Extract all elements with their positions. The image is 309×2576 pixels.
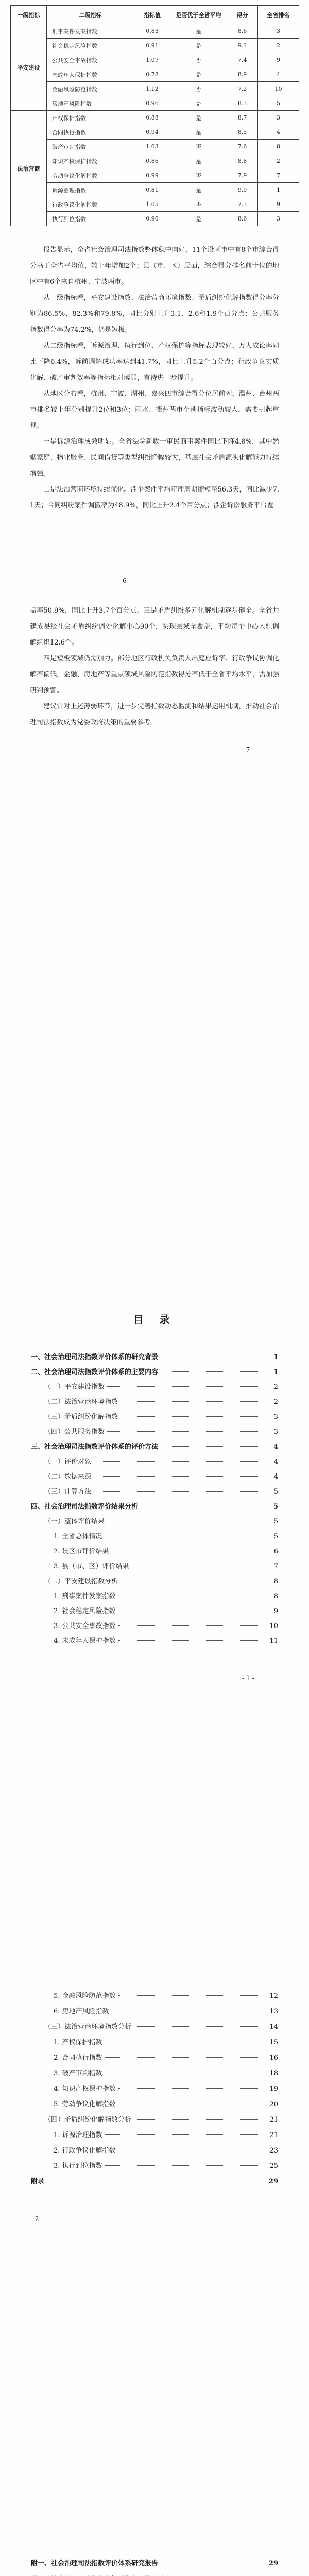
indicator-table	[10, 5, 299, 226]
toc-entry-title: 1. 产权保护指数	[54, 2039, 102, 2046]
table-cell: 2	[258, 39, 299, 53]
table-cell: 8.6	[227, 212, 258, 226]
toc-entry	[31, 2174, 278, 2190]
toc-page-2-list	[31, 1989, 278, 2190]
toc-entry-title: （三）矛盾纠纷化解指数	[44, 1413, 118, 1421]
table-header-cell: 是否优于全省平均	[170, 6, 227, 24]
table-cell: 0.90	[134, 212, 170, 226]
table-header-cell: 二级指标	[47, 6, 134, 24]
toc-dot-leader	[161, 1446, 266, 1447]
toc-page-3-list	[31, 2555, 278, 2576]
table-cell: 7.6	[227, 140, 258, 154]
table-cell: 0.99	[134, 168, 170, 183]
toc-entry-page: 25	[269, 2162, 278, 2170]
table-cell: 3	[258, 24, 299, 39]
table-cell: 社会稳定风险指数	[47, 39, 134, 53]
body-paragraph: 建议针对上述薄弱环节，进一步完善指数动态监测和结果运用机制，推动社会治理司法指数成为党委政府决策的重要参考。	[30, 703, 279, 726]
toc-entry	[31, 1395, 278, 1410]
toc-entry	[31, 2555, 278, 2572]
toc-entry	[31, 1380, 278, 1395]
toc-dot-leader	[118, 2088, 266, 2089]
table-header-cell: 全省排名	[258, 6, 299, 24]
table-cell: 0.81	[134, 183, 170, 197]
table-cell: 未成年人保护指数	[47, 67, 134, 82]
table-row	[11, 197, 299, 212]
table-cell: 5	[258, 96, 299, 111]
toc-entry	[31, 1529, 278, 1544]
toc-entry-page: 10	[269, 1622, 278, 1630]
body-paragraph: 盖率50.9%，同比上升3.7个百分点。三是矛盾纠纷多元化解机制逐步健全。全省共建成县级社会矛盾纠纷调处化解中心90个，实现县域全覆盖，平均每个中心入驻调解组织12.6个。	[30, 607, 279, 647]
toc-dot-leader	[94, 1491, 266, 1492]
table-cell: 是	[170, 212, 227, 226]
toc-entry-page: 21	[269, 2131, 278, 2139]
table-row	[11, 183, 299, 197]
toc-dot-leader	[121, 1401, 266, 1402]
toc-entry-title: 二、社会治理司法指数评价体系的主要内容	[31, 1368, 159, 1376]
body-paragraph: 一是诉源治理成效明显。全省法院新收一审民商事案件同比下降4.8%，其中婚姻家庭、物业服务、民间借贷等类型纠纷降幅较大，基层社会矛盾源头化解能力持续增强。	[30, 438, 279, 478]
toc-entry-title: 5. 劳动争议化解指数	[54, 2100, 116, 2108]
toc-entry-title: 三、社会治理司法指数评价体系的评价方法	[31, 1443, 159, 1451]
table-cell: 0.96	[134, 96, 170, 111]
table-cell: 1	[258, 183, 299, 197]
toc-entry	[31, 1454, 278, 1469]
toc-entry	[31, 2159, 278, 2174]
table-cell: 8.6	[227, 24, 258, 39]
table-cell: 是	[170, 183, 227, 197]
toc-dot-leader	[134, 2119, 266, 2120]
toc-dot-leader	[94, 1461, 266, 1462]
toc-entry-page: 3	[273, 1413, 278, 1421]
toc-entry	[31, 1469, 278, 1484]
toc-entry-title: 1. 诉源治理指数	[54, 2131, 102, 2139]
toc-entry-page: 4	[273, 1443, 278, 1451]
toc-entry-title: 2. 设区市评价结果	[54, 1548, 109, 1555]
table-header-cell: 一级指标	[11, 6, 47, 24]
toc-entry-page: 5	[273, 1518, 278, 1526]
table-row	[11, 82, 299, 96]
toc-entry-title: 1. 全省总体情况	[54, 1533, 102, 1540]
toc-entry	[31, 2004, 278, 2020]
toc-entry-page: 5	[273, 1503, 278, 1511]
page-number: - 7 -	[242, 746, 254, 753]
toc-dot-leader	[118, 1625, 266, 1626]
table-cell: 知识产权保护指数	[47, 154, 134, 168]
indicator-table-head	[11, 6, 299, 24]
toc-entry-page: 4	[273, 1473, 278, 1481]
table-row	[11, 39, 299, 53]
toc-entry-page: 13	[269, 2008, 278, 2015]
toc-entry	[31, 1514, 278, 1529]
toc-entry-title: 1. 刑事案件发案指数	[54, 1592, 116, 1600]
toc-entry-title: 4. 未成年人保护指数	[54, 1637, 116, 1645]
toc-entry-title: 2. 行政争议化解指数	[54, 2147, 116, 2155]
toc-entry	[31, 2572, 278, 2576]
table-cell: 3	[258, 111, 299, 125]
toc-dot-leader	[121, 1416, 266, 1417]
table-cell: 9.1	[227, 39, 258, 53]
table-cell: 7.9	[227, 168, 258, 183]
toc-entry-page: 2	[273, 1383, 278, 1391]
table-row	[11, 111, 299, 125]
toc-dot-leader	[105, 2057, 266, 2058]
toc-entry	[31, 2128, 278, 2143]
toc-entry-page: 11	[269, 1637, 278, 1645]
table-cell: 8.7	[227, 111, 258, 125]
table-cell: 7.2	[227, 82, 258, 96]
toc-entry-title: 四、社会治理司法指数评价结果分析	[31, 1503, 139, 1511]
toc-entry	[31, 1499, 278, 1514]
toc-entry-page: 9	[273, 1607, 278, 1615]
toc-entry-page: 23	[269, 2147, 278, 2155]
toc-entry-page: 29	[268, 2560, 278, 2567]
toc-entry-title: 4. 知识产权保护指数	[54, 2085, 116, 2093]
page-7-text	[30, 603, 279, 731]
toc-entry-title: 3. 执行到位指数	[54, 2162, 102, 2170]
table-cell: 是	[170, 125, 227, 140]
toc-dot-leader	[107, 1431, 266, 1432]
table-cell: 劳动争议化解指数	[47, 168, 134, 183]
table-cell: 1.07	[134, 53, 170, 67]
toc-entry-title: 6. 房地产风险指数	[54, 2008, 109, 2015]
toc-entry	[31, 2050, 278, 2066]
table-cell: 否	[170, 197, 227, 212]
table-cell: 0.86	[134, 154, 170, 168]
table-cell: 1.05	[134, 197, 170, 212]
indicator-table-header-row	[11, 6, 299, 24]
toc-entry	[31, 1989, 278, 2004]
table-cell: 是	[170, 154, 227, 168]
toc-entry-title: 2. 社会稳定风险指数	[54, 1607, 116, 1615]
toc-entry-page: 1	[273, 1353, 278, 1361]
table-cell: 3	[258, 212, 299, 226]
toc-entry	[31, 2035, 278, 2050]
toc-entry-page: 3	[273, 1428, 278, 1436]
table-cell: 1.03	[134, 140, 170, 154]
toc-entry-title: 3. 破产审判指数	[54, 2070, 102, 2077]
body-paragraph: 四是短板领域仍需加力。部分地区行政机关负责人出庭应诉率、行政争议协调化解率偏低，金融、房地产等重点领域风险防范指数得分率低于全省平均水平，需加强研判预警。	[30, 655, 279, 694]
table-cell: 0.83	[134, 24, 170, 39]
toc-entry-title: （一）整体评价结果	[44, 1518, 105, 1526]
toc-entry	[31, 1574, 278, 1589]
toc-entry-page: 5	[273, 1533, 278, 1540]
table-header-cell: 得分	[227, 6, 258, 24]
toc-entry-page: 7	[273, 1563, 278, 1570]
table-cell: 1.12	[134, 82, 170, 96]
table-cell: 刑事案件发案指数	[47, 24, 134, 39]
toc-dot-leader	[105, 2165, 266, 2166]
toc-entry	[31, 2020, 278, 2035]
table-cell: 公共安全事故指数	[47, 53, 134, 67]
table-cell: 诉源治理指数	[47, 183, 134, 197]
toc-entry-title: （一）评价对象	[44, 1458, 92, 1466]
table-cell: 2	[258, 154, 299, 168]
toc-entry	[31, 1484, 278, 1499]
toc-entry	[31, 1634, 278, 1649]
toc-entry-title: 3. 公共安全事故指数	[54, 1622, 116, 1630]
table-cell: 是	[170, 111, 227, 125]
toc-entry-page: 5	[273, 1488, 278, 1496]
toc-entry-title: 一、社会治理司法指数评价体系的研究背景	[31, 1353, 159, 1361]
table-cell: 8.5	[227, 125, 258, 140]
toc-entry	[31, 1544, 278, 1559]
table-cell: 4	[258, 67, 299, 82]
body-paragraph: 从地区分布看，杭州、宁波、湖州、嘉兴四市综合得分位居前列，温州、台州两市排名较上年分别提升2位和3位；丽水、衢州两市个别指标波动较大，需要引起重视。	[30, 390, 279, 430]
toc-entry	[31, 1619, 278, 1634]
table-cell: 行政争议化解指数	[47, 197, 134, 212]
toc-entry	[31, 2143, 278, 2159]
toc-entry-page: 20	[269, 2100, 278, 2108]
toc-entry	[31, 1425, 278, 1439]
toc-entry-title	[31, 2572, 165, 2576]
table-cell: 8.8	[227, 154, 258, 168]
table-cell: 9	[258, 53, 299, 67]
table-cell: 10	[258, 82, 299, 96]
toc-entry-title: （二）数据来源	[44, 1473, 92, 1481]
toc-entry-title: 5. 金融风险防范指数	[54, 1992, 116, 2000]
body-paragraph: 二是法治营商环境持续优化。涉企案件平均审理周期缩短至56.3天，同比减少7.1天；合同纠纷案件调撤率为48.9%，同比上升2.4个百分点；涉企诉讼服务平台覆	[30, 486, 279, 510]
table-cell: 0.88	[134, 111, 170, 125]
table-cell: 房地产风险指数	[47, 96, 134, 111]
toc-entry-page: 29	[268, 2178, 278, 2185]
table-cell: 否	[170, 168, 227, 183]
body-paragraph: 从二级指标看，诉源治理、执行到位、产权保护等指标表现较好，万人成讼率同比下降6.4%，诉前调解成功率达到41.7%，同比上升5.2个百分点；行政争议实质化解、破产审判效率等指标相对薄弱，有待进一步提升。	[30, 342, 279, 382]
table-group-cell: 平安建设	[11, 24, 47, 111]
table-cell: 是	[170, 39, 227, 53]
toc-entry	[31, 2112, 278, 2128]
toc-entry	[31, 1439, 278, 1454]
table-cell: 8.9	[227, 67, 258, 82]
table-row	[11, 212, 299, 226]
toc-entry-page: 14	[269, 2023, 278, 2031]
toc-page-1-list	[31, 1350, 278, 1649]
toc-entry-title: （二）法治营商环境指数	[44, 1398, 118, 1406]
table-cell: 是	[170, 24, 227, 39]
page-number: - 1 -	[242, 1674, 254, 1682]
toc-entry-page: 21	[269, 2116, 278, 2124]
toc-dot-leader	[107, 1386, 266, 1387]
table-group-cell: 法治营商	[11, 111, 47, 226]
toc-dot-leader	[118, 1995, 266, 1996]
toc-entry-title: 3. 县（市、区）评价结果	[54, 1563, 129, 1570]
toc-dot-leader	[94, 1476, 266, 1477]
toc-entry-title: 附录	[31, 2178, 45, 2185]
table-cell: 0.78	[134, 67, 170, 82]
toc-entry	[31, 1559, 278, 1574]
toc-entry-title: （三）计算方法	[44, 1488, 92, 1496]
table-row	[11, 96, 299, 111]
toc-entry	[31, 1604, 278, 1619]
table-row	[11, 53, 299, 67]
toc-entry-page: 2	[273, 1398, 278, 1406]
table-cell: 4	[258, 125, 299, 140]
table-cell: 否	[170, 140, 227, 154]
table-cell: 金融风险防范指数	[47, 82, 134, 96]
table-cell: 7.4	[227, 53, 258, 67]
page-number: - 2 -	[31, 2215, 43, 2223]
table-cell: 是	[170, 96, 227, 111]
table-cell: 8.3	[227, 96, 258, 111]
table-cell: 否	[170, 53, 227, 67]
toc-entry	[31, 1350, 278, 1365]
table-cell: 破产审判指数	[47, 140, 134, 154]
table-cell: 合同执行指数	[47, 125, 134, 140]
table-cell: 0.94	[134, 125, 170, 140]
toc-entry-page: 18	[269, 2070, 278, 2077]
toc-entry-page: 16	[269, 2054, 278, 2062]
indicator-table-body	[11, 24, 299, 226]
table-cell: 9.0	[227, 183, 258, 197]
toc-entry	[31, 2066, 278, 2081]
toc-entry-title: （一）平安建设指数	[44, 1383, 105, 1391]
table-row	[11, 168, 299, 183]
table-row	[11, 24, 299, 39]
toc-dot-leader	[118, 1640, 266, 1641]
toc-entry	[31, 1365, 278, 1380]
toc-entry-title: （四）公共服务指数	[44, 1428, 105, 1436]
toc-entry-title: （四）矛盾纠纷化解指数分析	[44, 2116, 132, 2124]
table-cell: 否	[170, 82, 227, 96]
table-cell: 7	[258, 168, 299, 183]
toc-entry	[31, 2081, 278, 2097]
toc-entry-page: 6	[273, 1548, 278, 1555]
table-row	[11, 125, 299, 140]
table-cell: 产权保护指数	[47, 111, 134, 125]
table-row	[11, 140, 299, 154]
table-cell: 执行到位指数	[47, 212, 134, 226]
table-cell: 7.3	[227, 197, 258, 212]
toc-entry-page: 12	[269, 1992, 278, 2000]
body-paragraph: 报告显示，全省社会治理司法指数整体稳中向好，11个设区市中有8个市综合得分高于全省平均值，较上年增加2个；县（市、区）层面，综合得分排名前十位的地区中有6个来自杭州、宁波两市。	[30, 246, 279, 286]
toc-entry-page: 1	[273, 1368, 278, 1376]
toc-entry-title: （三）法治营商环境指数分析	[44, 2023, 132, 2031]
table-cell: 8	[258, 140, 299, 154]
toc-entry-page	[269, 2572, 278, 2576]
toc-entry-page: 19	[269, 2085, 278, 2093]
table-header-cell: 指标值	[134, 6, 170, 24]
body-paragraph: 从一级指标看，平安建设指数、法治营商环境指数、矛盾纠纷化解指数得分率分别为86.5%、82.3%和79.8%，同比分别上升3.1、2.6和1.9个百分点；公共服务指数得分率为74.2%，仍是短板。	[30, 294, 279, 334]
toc-entry	[31, 2097, 278, 2112]
table-cell: 是	[170, 67, 227, 82]
page-number: - 6 -	[118, 577, 131, 584]
toc-dot-leader	[161, 1371, 266, 1372]
table-cell: 9	[258, 197, 299, 212]
toc-entry-page: 8	[273, 1592, 278, 1600]
toc-entry	[31, 1410, 278, 1425]
table-row	[11, 154, 299, 168]
toc-entry-title: 2. 合同执行指数	[54, 2054, 102, 2062]
toc-entry-title: 附一、社会治理司法指数评价体系研究报告	[31, 2560, 159, 2567]
toc-entry-page: 15	[269, 2039, 278, 2046]
toc-entry-page: 4	[273, 1458, 278, 1466]
toc-entry-page: 8	[273, 1578, 278, 1585]
toc-entry	[31, 1589, 278, 1604]
toc-dot-leader	[134, 2026, 266, 2027]
page-6-text	[30, 242, 279, 514]
table-cell: 0.91	[134, 39, 170, 53]
toc-dot-leader	[105, 2134, 266, 2135]
toc-entry-title: （二）平安建设指数分析	[44, 1578, 118, 1585]
table-row	[11, 67, 299, 82]
toc-heading: 目 录	[133, 1313, 176, 1326]
